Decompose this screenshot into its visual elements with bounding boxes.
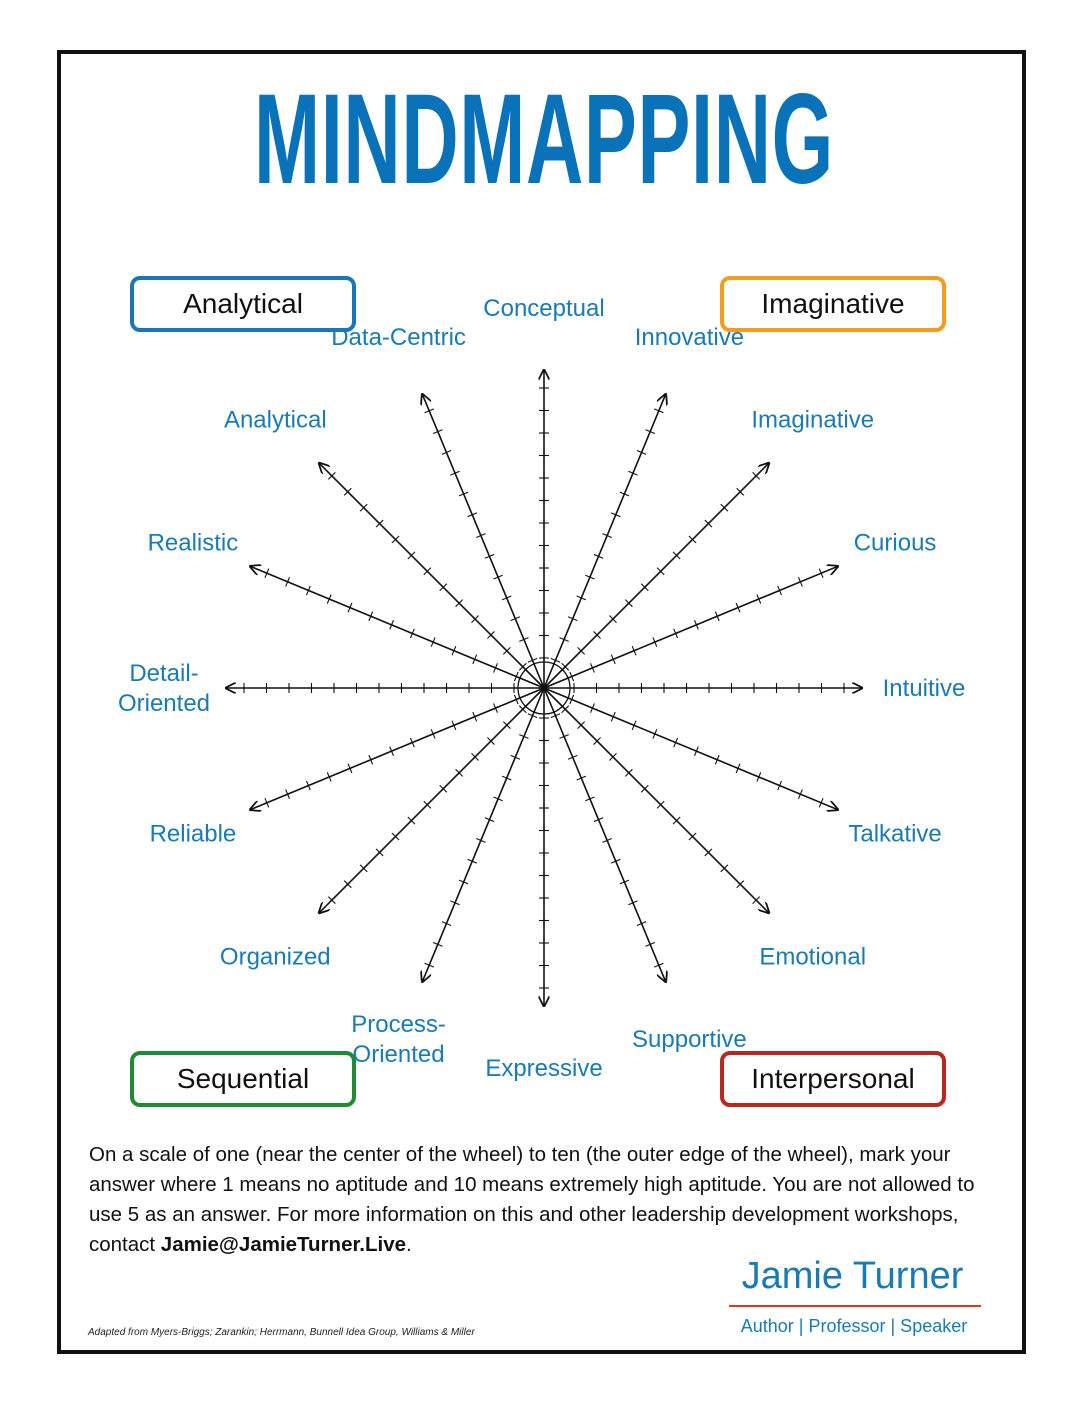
spoke-expressive (539, 688, 549, 1006)
spoke-data-centric (422, 394, 544, 688)
spoke-label-process-oriented (351, 1011, 446, 1068)
spoke-label-emotional (759, 944, 866, 971)
spoke-label-line: Data-Centric (331, 323, 466, 351)
spoke-label-innovative (635, 324, 744, 351)
spoke-label-curious (854, 530, 937, 557)
spoke-supportive (544, 688, 666, 982)
spoke-axis-line (544, 394, 666, 688)
spoke-label-line: Detail- (129, 660, 199, 687)
page-title: MINDMAPPING (254, 68, 834, 211)
quadrant-imaginative-box: Imaginative (720, 276, 946, 332)
spoke-axis-line (422, 688, 544, 982)
spoke-axis-line (544, 688, 769, 913)
spoke-innovative (544, 394, 666, 688)
spoke-label-line: Innovative (634, 323, 745, 351)
spoke-label-expressive (485, 1055, 602, 1082)
spoke-label-conceptual (483, 295, 604, 322)
spoke-label-talkative (848, 820, 941, 847)
instructions-text (89, 1140, 999, 1260)
spoke-label-line: Emotional (759, 943, 867, 971)
spoke-analytical (319, 463, 544, 688)
spoke-imaginative (544, 463, 769, 688)
brand-divider (729, 1305, 981, 1307)
spoke-label-supportive (632, 1026, 747, 1053)
spoke-label-line: Imaginative (751, 406, 875, 434)
quadrant-interpersonal-box: Interpersonal (720, 1051, 946, 1107)
spoke-label-line: Intuitive (882, 675, 966, 702)
spoke-label-line: Organized (219, 943, 331, 971)
spoke-label-line: Realistic (147, 529, 239, 557)
spoke-axis-line (250, 688, 544, 810)
spoke-label-line: Process- (351, 1011, 446, 1039)
brand-name: Jamie Turner (741, 1255, 964, 1297)
spoke-axis-line (319, 463, 544, 688)
spoke-label-line: Supportive (632, 1026, 747, 1054)
spoke-intuitive (544, 683, 862, 693)
spoke-reliable (250, 688, 544, 810)
spoke-label-organized (220, 944, 331, 971)
spoke-curious (544, 566, 838, 688)
spoke-label-line: Conceptual (483, 295, 605, 322)
spoke-axis-line (319, 688, 544, 913)
source-credit: Adapted from Myers-Briggs; Zarankin; Herrmann, Bunnell Idea Group, Williams & Miller (88, 1327, 475, 1338)
spoke-label-line: Curious (853, 529, 937, 557)
brand-roles: Author | Professor | Speaker (740, 1316, 968, 1336)
spoke-label-line: Oriented (117, 690, 211, 717)
spoke-label-detail-oriented (118, 660, 210, 717)
spoke-axis-line (250, 566, 544, 688)
spoke-label-imaginative (751, 406, 874, 433)
spoke-organized (319, 688, 544, 913)
spoke-axis-line (544, 463, 769, 688)
spoke-label-intuitive (883, 675, 966, 702)
spoke-process-oriented (422, 688, 544, 982)
spoke-label-reliable (150, 820, 237, 847)
spoke-talkative (544, 688, 838, 810)
spoke-axis-line (422, 394, 544, 688)
spoke-axis-line (544, 688, 666, 982)
spoke-label-line: Expressive (485, 1055, 603, 1082)
spoke-axis-line (544, 688, 838, 810)
spoke-realistic (250, 566, 544, 688)
spoke-label-line: Talkative (848, 820, 942, 848)
quadrant-sequential-box: Sequential (130, 1051, 356, 1107)
spoke-emotional (544, 688, 769, 913)
spoke-label-analytical (224, 406, 327, 433)
spoke-label-line: Oriented (352, 1041, 445, 1069)
spoke-detail-oriented (226, 683, 544, 693)
spoke-label-data-centric (331, 324, 466, 351)
spoke-label-line: Reliable (149, 820, 237, 848)
spoke-label-line: Analytical (223, 406, 327, 434)
spoke-label-realistic (148, 530, 239, 557)
instructions-body: On a scale of one (near the center of the wheel) to ten (the outer edge of the wheel), mark your answer where 1 means no aptitude and 10 means extremely high aptitude. You are not allowed to use 5 as an answer. For more information on this and other leadership development workshops, contact (89, 1143, 975, 1256)
spoke-axis-line (544, 566, 838, 688)
quadrant-analytical-box: Analytical (130, 276, 356, 332)
contact-email[interactable]: Jamie@JamieTurner.Live (160, 1233, 407, 1256)
instructions-end: . (406, 1233, 412, 1256)
spoke-conceptual (539, 370, 549, 688)
